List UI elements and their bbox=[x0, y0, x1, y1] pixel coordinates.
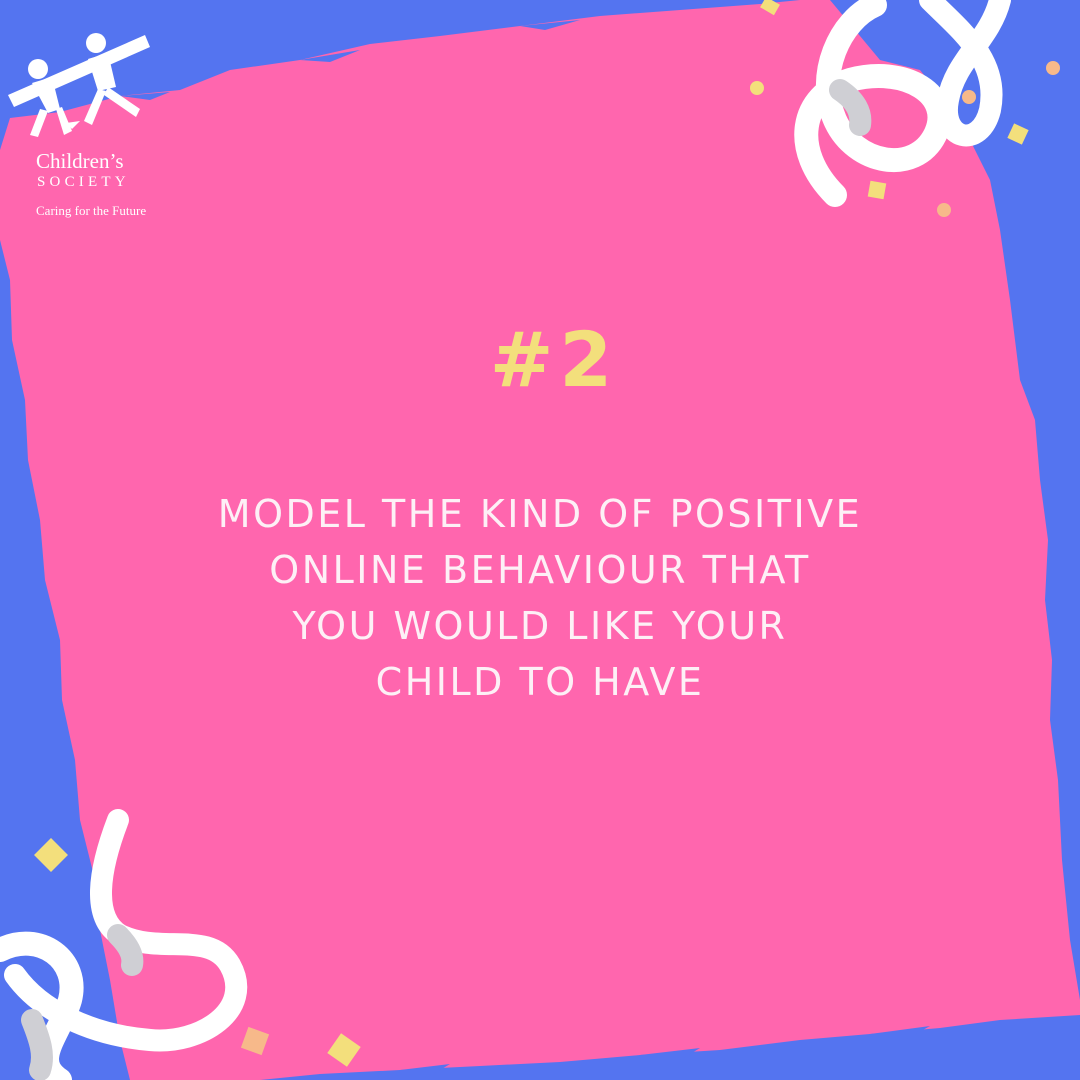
brand-name: Children’s bbox=[36, 149, 124, 173]
tip-line: ONLINE BEHAVIOUR THAT bbox=[269, 548, 811, 592]
children-holding-hands-icon bbox=[0, 25, 170, 155]
tip-line: YOU WOULD LIKE YOUR bbox=[292, 604, 788, 648]
confetti-piece bbox=[868, 181, 887, 200]
tip-line: CHILD TO HAVE bbox=[375, 660, 705, 704]
tip-line: MODEL THE KIND OF POSITIVE bbox=[217, 492, 863, 536]
tip-text bbox=[100, 486, 980, 710]
confetti-piece bbox=[34, 838, 68, 872]
confetti-piece bbox=[1046, 61, 1060, 75]
brand-society: SOCIETY bbox=[37, 174, 130, 190]
brand-logo bbox=[0, 25, 200, 225]
confetti-piece bbox=[750, 81, 764, 95]
tip-number: #2 bbox=[489, 315, 619, 404]
confetti-piece bbox=[937, 203, 951, 217]
confetti-piece bbox=[962, 90, 976, 104]
brand-tagline: Caring for the Future bbox=[36, 203, 147, 218]
confetti-piece bbox=[1007, 123, 1028, 144]
